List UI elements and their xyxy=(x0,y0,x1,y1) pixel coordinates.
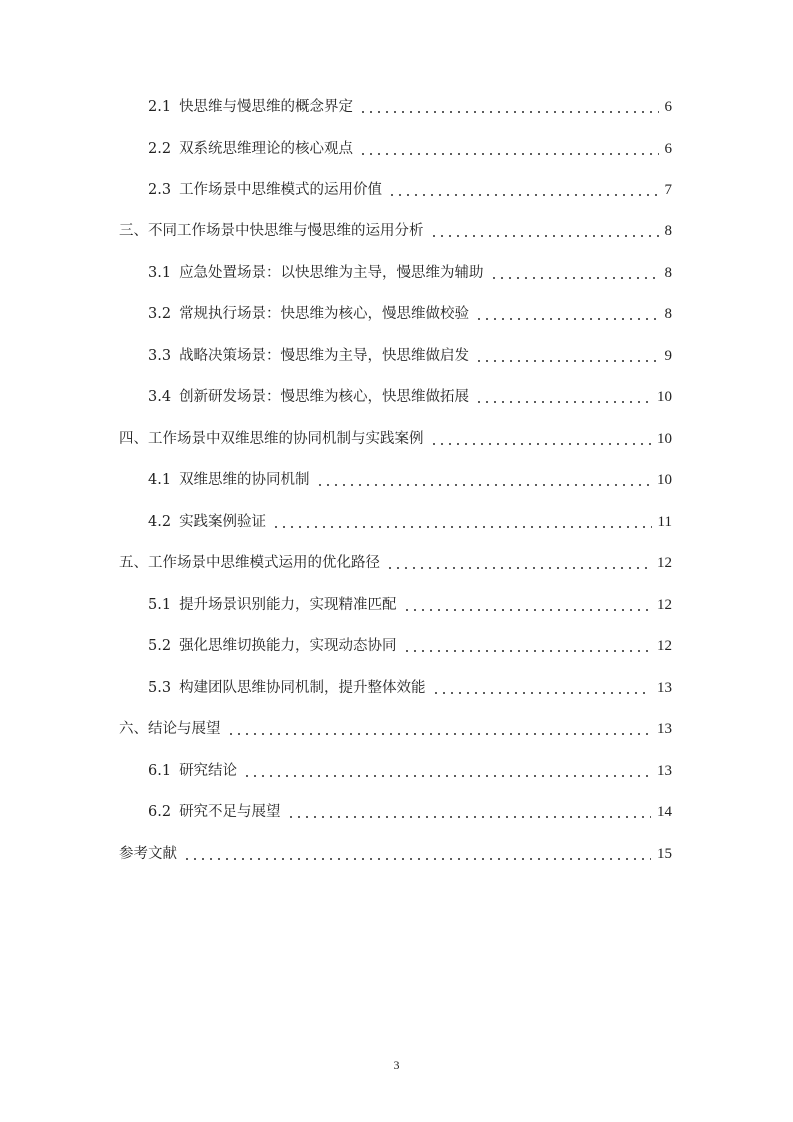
toc-entry-title: 三、不同工作场景中快思维与慢思维的运用分析 xyxy=(119,223,424,239)
dot-leader xyxy=(432,692,651,694)
toc-entry-number: 6.1 xyxy=(148,763,172,779)
toc-entry-2-1[interactable] xyxy=(148,95,672,119)
toc-entry-6-2[interactable] xyxy=(148,800,672,824)
toc-entry-number: 3.4 xyxy=(148,389,172,405)
toc-entry-title: 研究结论 xyxy=(179,763,238,779)
dot-leader xyxy=(430,443,652,445)
toc-entry-title: 创新研发场景：慢思维为核心，快思维做拓展 xyxy=(179,389,470,405)
toc-entry-title: 构建团队思维协同机制，提升整体效能 xyxy=(179,680,426,696)
toc-entry-page: 8 xyxy=(664,265,672,281)
toc-entry-page: 13 xyxy=(657,721,672,737)
page-number: 3 xyxy=(393,1058,400,1072)
dot-leader xyxy=(287,816,651,818)
dot-leader xyxy=(359,153,658,155)
dot-leader xyxy=(183,858,651,860)
toc-entry-title: 研究不足与展望 xyxy=(179,804,281,820)
toc-entry-5-2[interactable] xyxy=(148,634,672,658)
toc-entry-references[interactable] xyxy=(119,842,672,866)
toc-entry-page: 8 xyxy=(664,223,672,239)
toc-entry-3-1[interactable] xyxy=(148,261,672,285)
dot-leader xyxy=(316,484,651,486)
toc-entry-5-3[interactable] xyxy=(148,676,672,700)
toc-entry-title: 四、工作场景中双维思维的协同机制与实践案例 xyxy=(119,431,424,447)
toc-entry-number: 2.3 xyxy=(148,182,172,198)
dot-leader xyxy=(430,235,659,237)
dot-leader xyxy=(359,111,658,113)
toc-entry-page: 13 xyxy=(657,680,672,696)
toc-entry-number: 3.1 xyxy=(148,265,172,281)
toc-entry-chapter-5[interactable] xyxy=(119,551,672,575)
toc-entry-page: 11 xyxy=(657,514,672,530)
toc-entry-2-3[interactable] xyxy=(148,178,672,202)
toc-entry-title: 参考文献 xyxy=(119,846,177,862)
toc-entry-number: 4.1 xyxy=(148,472,172,488)
toc-entry-page: 10 xyxy=(657,431,672,447)
toc-entry-title: 战略决策场景：慢思维为主导，快思维做启发 xyxy=(179,348,470,364)
toc-entry-page: 14 xyxy=(657,804,672,820)
dot-leader xyxy=(475,318,658,320)
toc-entry-page: 13 xyxy=(657,763,672,779)
dot-leader xyxy=(490,277,659,279)
dot-leader xyxy=(227,733,652,735)
toc-entry-chapter-4[interactable] xyxy=(119,427,672,451)
toc-entry-title: 工作场景中思维模式的运用价值 xyxy=(179,182,383,198)
toc-entry-title: 五、工作场景中思维模式运用的优化路径 xyxy=(119,555,380,571)
toc-entry-number: 5.1 xyxy=(148,597,172,613)
toc-entry-2-2[interactable] xyxy=(148,137,672,161)
toc-entry-4-1[interactable] xyxy=(148,468,672,492)
toc-entry-5-1[interactable] xyxy=(148,593,672,617)
toc-entry-title: 快思维与慢思维的概念界定 xyxy=(179,99,354,115)
toc-entry-3-2[interactable] xyxy=(148,302,672,326)
dot-leader xyxy=(386,567,651,569)
toc-entry-title: 常规执行场景：快思维为核心，慢思维做校验 xyxy=(179,306,470,322)
toc-entry-page: 12 xyxy=(657,638,672,654)
toc-entry-number: 3.2 xyxy=(148,306,172,322)
toc-entry-page: 6 xyxy=(664,141,672,157)
dot-leader xyxy=(475,360,658,362)
toc-entry-number: 5.3 xyxy=(148,680,172,696)
toc-entry-page: 10 xyxy=(657,472,672,488)
toc-entry-number: 5.2 xyxy=(148,638,172,654)
toc-entry-page: 9 xyxy=(664,348,672,364)
toc-entry-title: 实践案例验证 xyxy=(179,514,267,530)
dot-leader xyxy=(388,194,658,196)
dot-leader xyxy=(403,650,651,652)
toc-entry-number: 6.2 xyxy=(148,804,172,820)
toc-entry-title: 强化思维切换能力，实现动态协同 xyxy=(179,638,397,654)
toc-entry-chapter-3[interactable] xyxy=(119,219,672,243)
toc-entry-title: 提升场景识别能力，实现精准匹配 xyxy=(179,597,397,613)
toc-entry-number: 4.2 xyxy=(148,514,172,530)
toc-entry-title: 双系统思维理论的核心观点 xyxy=(179,141,354,157)
toc-entry-title: 六、结论与展望 xyxy=(119,721,221,737)
toc-entry-3-4[interactable] xyxy=(148,385,672,409)
toc-entry-page: 8 xyxy=(664,306,672,322)
toc-entry-3-3[interactable] xyxy=(148,344,672,368)
dot-leader xyxy=(475,401,651,403)
toc-entry-page: 12 xyxy=(657,555,672,571)
toc-entry-number: 2.2 xyxy=(148,141,172,157)
toc-entry-number: 3.3 xyxy=(148,348,172,364)
toc-entry-page: 10 xyxy=(657,389,672,405)
toc-entry-page: 12 xyxy=(657,597,672,613)
toc-entry-page: 15 xyxy=(657,846,672,862)
toc-entry-chapter-6[interactable] xyxy=(119,717,672,741)
dot-leader xyxy=(272,526,651,528)
toc-entry-page: 7 xyxy=(664,182,672,198)
toc-entry-6-1[interactable] xyxy=(148,759,672,783)
dot-leader xyxy=(243,775,651,777)
toc-entry-title: 应急处置场景：以快思维为主导，慢思维为辅助 xyxy=(179,265,484,281)
toc-entry-title: 双维思维的协同机制 xyxy=(179,472,310,488)
toc-entry-4-2[interactable] xyxy=(148,510,672,534)
dot-leader xyxy=(403,609,651,611)
toc-entry-number: 2.1 xyxy=(148,99,172,115)
toc-entry-page: 6 xyxy=(664,99,672,115)
